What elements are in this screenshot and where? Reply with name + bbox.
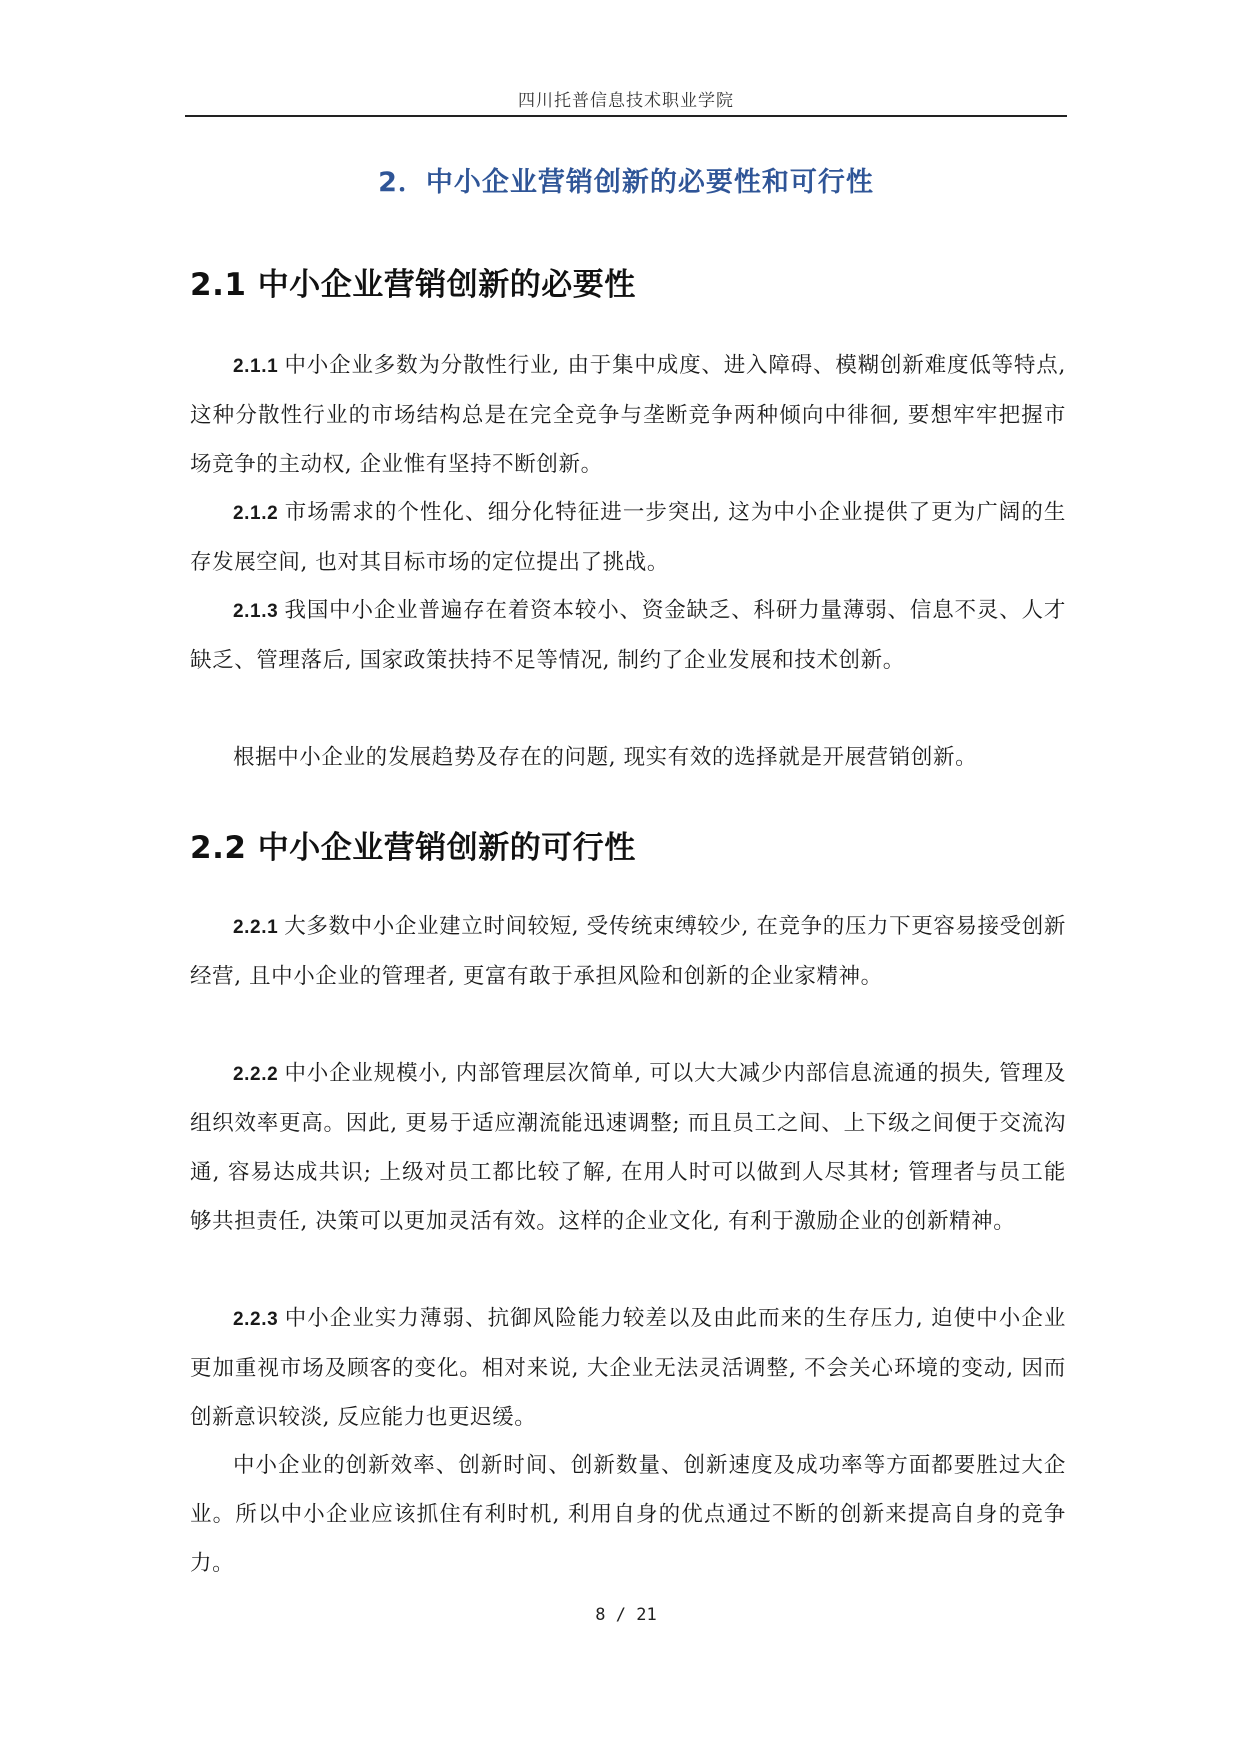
paragraph-text: 市场需求的个性化、细分化特征进一步突出, 这为中小企业提供了更为广阔的生存发展空间, 也对其目标市场的定位提出了挑战。 [190,500,1066,575]
section-heading-2-1: 2.1 中小企业营销创新的必要性 [190,267,636,303]
page-number: 8 / 21 [595,1605,657,1625]
item-number: 2.2.2 [233,1064,279,1085]
paragraph-2-1-2 [190,488,1066,587]
paragraph-text: 大多数中小企业建立时间较短, 受传统束缚较少, 在竞争的压力下更容易接受创新经营, 且中小企业的管理者, 更富有敢于承担风险和创新的企业家精神。 [190,914,1066,989]
item-number: 2.1.1 [233,356,279,377]
paragraph-2-2-3 [190,1294,1066,1442]
item-number: 2.2.1 [233,917,279,938]
paragraph-2-1-3 [190,586,1066,685]
section-heading-2-2: 2.2 中小企业营销创新的可行性 [190,830,636,866]
paragraph-text: 中小企业实力薄弱、抗御风险能力较差以及由此而来的生存压力, 迫使中小企业更加重视市场及顾客的变化。相对来说, 大企业无法灵活调整, 不会关心环境的变动, 因而创新意识较淡, 反应能力也更迟缓。 [190,1306,1066,1430]
paragraph-text: 中小企业规模小, 内部管理层次简单, 可以大大减少内部信息流通的损失, 管理及组织效率更高。因此, 更易于适应潮流能迅速调整; 而且员工之间、上下级之间便于交流沟通, 容易达成共识; 上级对员工都比较了解, 在用人时可以做到人尽其材; 管理者与员工能够共担责任, 决策可以更加灵活有效。这样的企业文化, 有利于激励企业的创新精神。 [190,1061,1066,1234]
paragraph-section-1-conclusion: 根据中小企业的发展趋势及存在的问题, 现实有效的选择就是开展营销创新。 [233,745,978,770]
item-number: 2.1.2 [233,503,279,524]
paragraph-section-2-conclusion: 中小企业的创新效率、创新时间、创新数量、创新速度及成功率等方面都要胜过大企业。所以中小企业应该抓住有利时机, 利用自身的优点通过不断的创新来提高自身的竞争力。 [190,1453,1066,1576]
paragraph-text: 中小企业多数为分散性行业, 由于集中成度、进入障碍、模糊创新难度低等特点, 这种分散性行业的市场结构总是在完全竞争与垄断竞争两种倾向中徘徊, 要想牢牢把握市场竞争的主动权, 企业惟有坚持不断创新。 [190,353,1066,477]
chapter-title: 2．中小企业营销创新的必要性和可行性 [378,167,874,198]
header-divider [185,115,1067,117]
page-header: 四川托普信息技术职业学院 [518,91,734,111]
item-number: 2.1.3 [233,601,279,622]
paragraph-2-1-1 [190,341,1066,489]
item-number: 2.2.3 [233,1309,279,1330]
paragraph-2-2-1 [190,902,1066,1001]
paragraph-2-2-2 [190,1049,1066,1246]
paragraph-text: 我国中小企业普遍存在着资本较小、资金缺乏、科研力量薄弱、信息不灵、人才缺乏、管理落后, 国家政策扶持不足等情况, 制约了企业发展和技术创新。 [190,598,1066,673]
